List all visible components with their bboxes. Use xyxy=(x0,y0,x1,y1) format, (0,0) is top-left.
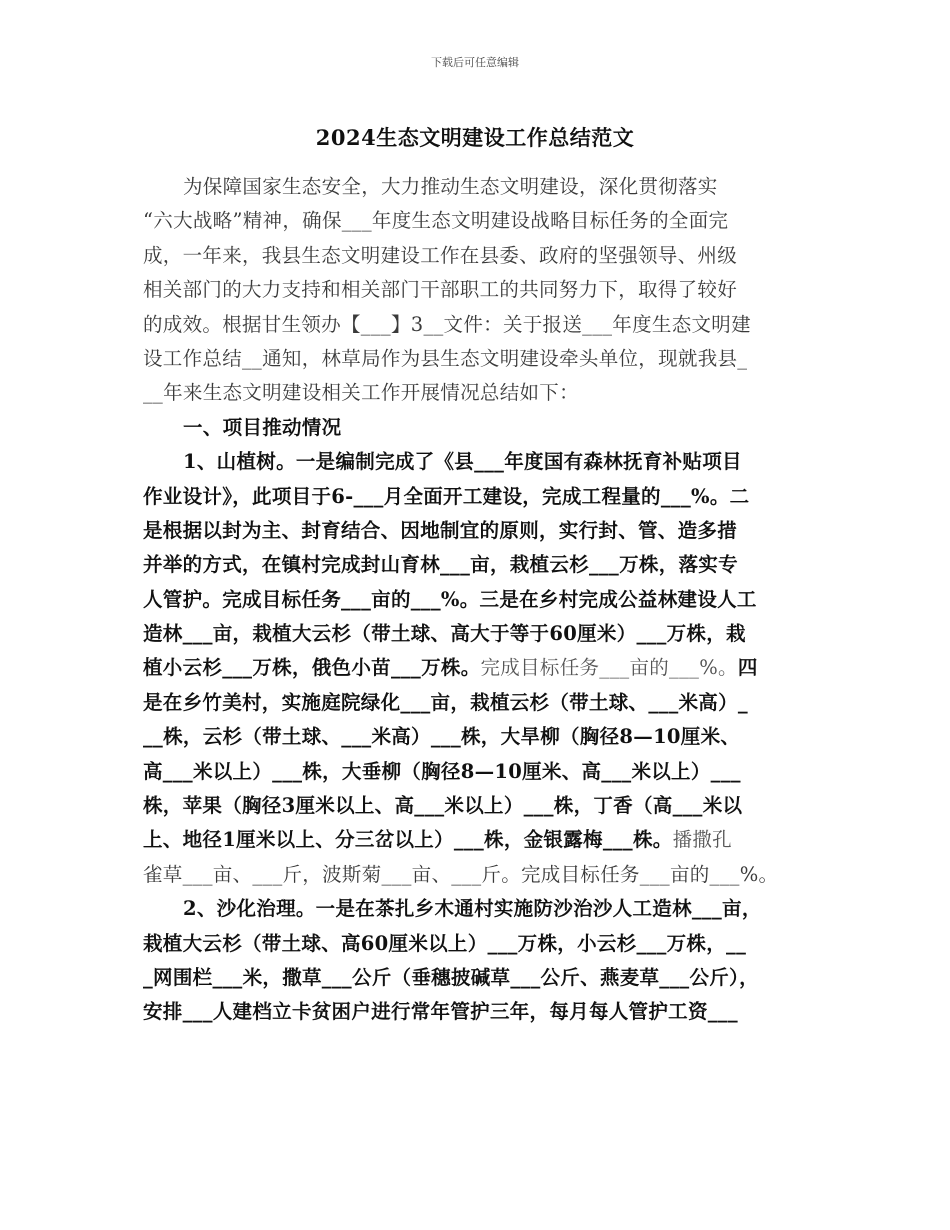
text-line-main: 2、沙化治理。一是在茶扎乡木通村实施防沙治沙人工造林___亩， xyxy=(183,897,762,921)
text-line-main: 1、山植树。一是编制完成了《县___年度国有森林抚育补贴项目 xyxy=(183,450,742,474)
text-line xyxy=(143,961,807,995)
text-line-tail: 完成目标任务___亩的___%。三是在乡村完成公益林建设人工 xyxy=(222,587,757,611)
text-line xyxy=(143,823,807,857)
text-line-main: 作业设计》，此项目于6-___月全面开工建设，完成工程量的___%。二 xyxy=(143,484,750,508)
text-line xyxy=(143,204,807,238)
text-line xyxy=(143,927,807,961)
document-body xyxy=(143,170,807,1030)
text-line-main: 是在乡竹美村，实施庭院绿化___亩，栽植云杉（带土球、___米高）_ xyxy=(143,690,748,714)
text-line-main: 是根据以封为主、封育结合、因地制宜的原则，实行封、管、造多措 xyxy=(143,518,738,542)
text-line xyxy=(143,170,807,204)
text-line xyxy=(143,858,807,892)
text-line xyxy=(143,583,807,617)
text-line xyxy=(143,308,807,342)
text-line xyxy=(143,445,807,479)
text-line xyxy=(143,273,807,307)
text-line xyxy=(143,617,807,651)
text-line xyxy=(143,651,807,685)
text-line xyxy=(143,342,807,376)
text-line xyxy=(143,411,807,445)
text-line-main: 相关部门的大力支持和相关部门干部职工的共同努力下，取得了较好 xyxy=(143,278,738,302)
text-line-main: 人管护。 xyxy=(143,587,223,611)
text-line xyxy=(143,480,807,514)
document-title: 2024生态文明建设工作总结范文 xyxy=(315,125,635,150)
text-line-main: 植小云杉___万株，俄色小苗___万株。 xyxy=(143,656,481,680)
text-line-main: 高___米以上）___株，大垂柳（胸径8—10厘米、高___米以上）___ xyxy=(143,759,741,783)
text-line xyxy=(143,755,807,789)
text-line-main: 一、项目推动情况 xyxy=(183,415,342,439)
text-line-main: 安排___人建档立卡贫困户进行常年管护三年，每月每人管护工资___ xyxy=(143,1000,738,1024)
text-line-main: __年来生态文明建设相关工作开展情况总结如下： xyxy=(143,381,579,405)
text-line-tail: 完成目标任务___亩的___%。 xyxy=(480,656,738,680)
text-line-main: 栽植大云杉（带土球、高60厘米以上）___万株，小云杉___万株，__ xyxy=(143,931,747,955)
text-line xyxy=(143,720,807,754)
text-line-main: 为保障国家生态安全，大力推动生态文明建设，深化贯彻落实 xyxy=(183,175,718,198)
text-line xyxy=(143,376,807,410)
text-line-main: 设工作总结__通知，林草局作为县生态文明建设牵头单位，现就我县_ xyxy=(143,346,748,370)
text-line-main: 成，一年来，我县生态文明建设工作在县委、政府的坚强领导、州级 xyxy=(143,243,738,267)
text-line-tail: 播撒孔 xyxy=(672,828,732,852)
text-line xyxy=(143,686,807,720)
text-line-main: “六大战略”精神，确保___年度生态文明建设战略目标任务的全面完 xyxy=(143,209,729,233)
text-line xyxy=(143,514,807,548)
text-line-main: 的成效。根据甘生领办【___】3__文件：关于报送___年度生态文明建 xyxy=(143,312,751,336)
header-note: 下载后可任意编辑 xyxy=(431,56,519,69)
text-line xyxy=(143,995,807,1029)
text-line xyxy=(143,789,807,823)
text-line-main: 上、地径1厘米以上、分三岔以上）___株，金银露梅___株。 xyxy=(143,828,673,852)
text-line xyxy=(143,892,807,926)
text-line-main: 造林___亩，栽植大云杉（带土球、高大于等于60厘米）___万株，栽 xyxy=(143,622,746,646)
text-line xyxy=(143,239,807,273)
text-line-main: _网围栏___米，撒草___公斤（垂穗披碱草___公斤、燕麦草___公斤）， xyxy=(143,965,759,989)
text-line xyxy=(143,548,807,582)
text-line-main: 雀草___亩、___斤，波斯菊___亩、___斤。完成目标任务___亩的___%。 xyxy=(143,862,779,886)
text-line-main: 株，苹果（胸径3厘米以上、高___米以上）___株，丁香（高___米以 xyxy=(143,794,743,818)
text-line-main: 并举的方式，在镇村完成封山育林___亩，栽植云杉___万株，落实专 xyxy=(143,553,738,577)
text-line-tail2: 四 xyxy=(737,656,758,680)
text-line-main: __株，云杉（带土球、___米高）___株，大旱柳（胸径8—10厘米、 xyxy=(143,725,741,749)
